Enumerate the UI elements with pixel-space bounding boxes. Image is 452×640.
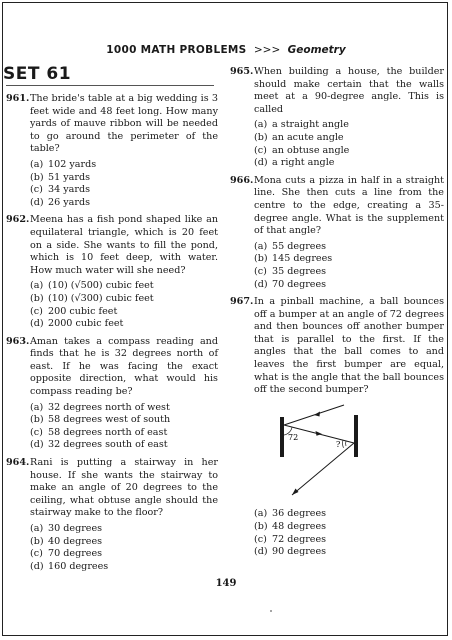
question-text: The bride's table at a big wedding is 3 feet wide and 48 feet long. How many yards of mauve ribbon will be needed to go around the perimeter of the table?: [30, 93, 218, 155]
option-b: (b) 58 degrees west of south: [30, 414, 171, 426]
option-c: (c) 72 degrees: [254, 533, 327, 545]
pinball-bumper-diagram: [270, 403, 390, 499]
option-c: (c) an obtuse angle: [254, 144, 350, 156]
option-b: (b) 40 degrees: [30, 535, 103, 547]
answer-options: [254, 508, 444, 558]
option-c: (c) 34 yards: [30, 184, 91, 196]
answer-options: [30, 280, 218, 330]
option-c: (c) 200 cubic feet: [30, 305, 118, 317]
question-number: 962.: [6, 214, 30, 226]
question-number: 961.: [6, 93, 30, 104]
left-bumper: [280, 417, 284, 457]
question-967: [230, 296, 444, 559]
option-a: (a) 102 yards: [30, 158, 97, 170]
scan-speck: [270, 610, 272, 612]
option-d: (d) 2000 cubic feet: [30, 318, 124, 330]
right-bumper: [354, 415, 358, 457]
question-text: Mona cuts a pizza in half in a straight line. She then cuts a line from the centre to the edge, creating a 35-degree angle. What is the supplement of that angle?: [254, 174, 444, 237]
question-964: [6, 457, 218, 573]
incoming-arrow-head: [314, 411, 320, 416]
question-966: [230, 175, 444, 291]
option-d: (d) 70 degrees: [254, 278, 327, 290]
unknown-angle-label: ?: [336, 439, 341, 449]
angle-72-label: 72: [288, 432, 299, 442]
option-b: (b) 145 degrees: [254, 253, 333, 265]
question-number: 963.: [6, 335, 30, 347]
set-divider: [6, 85, 214, 86]
option-d: (d) 26 yards: [30, 196, 91, 208]
question-961: [6, 93, 218, 209]
option-a: (a) (10) (√500) cubic feet: [30, 280, 154, 292]
running-header: [0, 44, 452, 56]
outgoing-path: [292, 443, 354, 495]
header-arrows: >>>: [253, 44, 281, 56]
question-text: Aman takes a compass reading and finds that he is 32 degrees north of east. If he was facing the exact opposite direction, what would his compass reading be?: [30, 335, 218, 398]
option-b: (b) an acute angle: [254, 131, 344, 143]
option-d: (d) 90 degrees: [254, 546, 327, 558]
answer-options: [30, 159, 218, 209]
question-965: [230, 66, 444, 170]
angle-arc-right-2: [343, 440, 344, 448]
question-number: 964.: [6, 457, 30, 469]
option-b: (b) 51 yards: [30, 171, 91, 183]
option-c: (c) 70 degrees: [30, 548, 103, 560]
option-d: (d) 32 degrees south of east: [30, 439, 168, 451]
answer-options: [30, 402, 218, 452]
option-c: (c) 35 degrees: [254, 265, 327, 277]
set-title: SET 61: [3, 64, 72, 84]
outgoing-arrow-head: [292, 488, 299, 495]
middle-arrow-head: [316, 431, 323, 436]
question-962: [6, 214, 218, 330]
book-title: 1000 MATH PROBLEMS: [106, 44, 247, 56]
left-column: [6, 93, 218, 578]
option-d: (d) a right angle: [254, 157, 335, 169]
option-d: (d) 160 degrees: [30, 560, 109, 572]
question-text: Meena has a fish pond shaped like an equilateral triangle, which is 20 feet on a side. She wants to fill the pond, which is 10 feet deep, with water. How much water will she need?: [30, 214, 218, 276]
option-a: (a) a straight angle: [254, 119, 349, 131]
question-number: 967.: [230, 296, 254, 308]
question-text: Rani is putting a stairway in her house. If she wants the stairway to make an angle of 20 degrees to the ceiling, what obtuse angle should the stairway make to the floor?: [30, 457, 218, 519]
right-column: [230, 66, 444, 564]
question-number: 965.: [230, 66, 254, 77]
option-a: (a) 36 degrees: [254, 508, 327, 520]
question-963: [6, 336, 218, 452]
option-a: (a) 30 degrees: [30, 523, 103, 534]
option-b: (b) 48 degrees: [254, 521, 327, 533]
question-text: In a pinball machine, a ball bounces off a bumper at an angle of 72 degrees and then bounces off another bumper that is parallel to the first. If the angles that the ball comes to and leaves the first bumper are equal, what is the angle that the ball bounces off the second bumper?: [254, 296, 444, 396]
option-b: (b) (10) (√300) cubic feet: [30, 292, 154, 304]
page-number: 149: [215, 578, 237, 589]
question-number: 966.: [230, 174, 254, 186]
answer-options: [254, 241, 444, 291]
answer-options: [30, 523, 218, 573]
question-text: When building a house, the builder should make certain that the walls meet at a 90-degree angle. This is called: [254, 66, 444, 115]
chapter-topic: Geometry: [287, 44, 346, 56]
option-a: (a) 32 degrees north of west: [30, 401, 170, 413]
option-c: (c) 58 degrees north of east: [30, 426, 168, 438]
option-a: (a) 55 degrees: [254, 240, 327, 252]
answer-options: [254, 119, 444, 169]
